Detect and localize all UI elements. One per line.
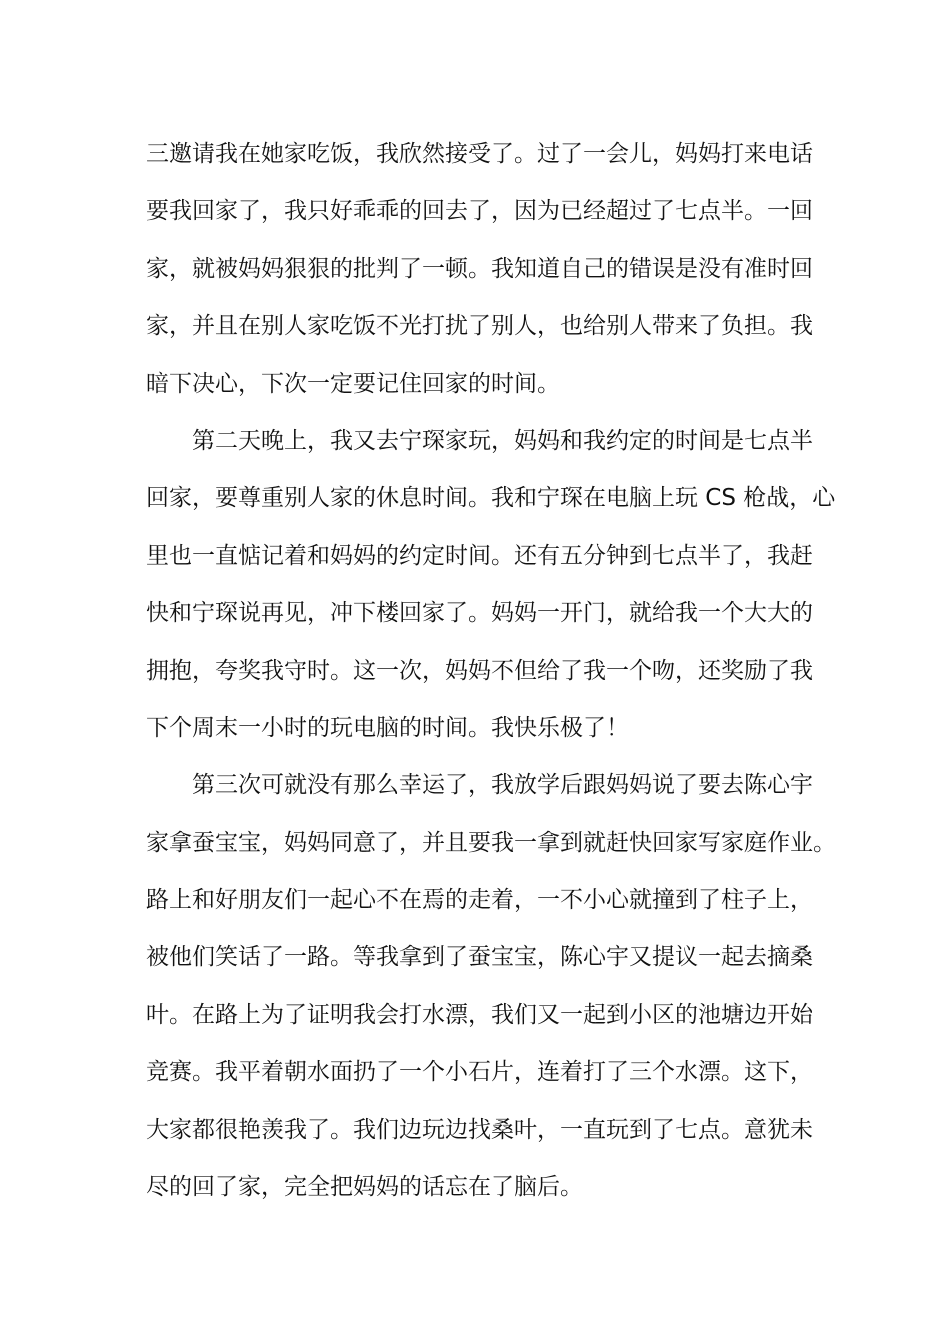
text-line: 大家都很艳羡我了。我们边玩边找桑叶，一直玩到了七点。意犹未 [146, 1116, 813, 1143]
text-line: 叶。在路上为了证明我会打水漂，我们又一起到小区的池塘边开始 [146, 1001, 813, 1028]
paragraph-start-line: 第三次可就没有那么幸运了，我放学后跟妈妈说了要去陈心宇 [192, 772, 813, 799]
text-line: 要我回家了，我只好乖乖的回去了，因为已经超过了七点半。一回 [146, 198, 813, 225]
text-line: 被他们笑话了一路。等我拿到了蚕宝宝，陈心宇又提议一起去摘桑 [146, 944, 813, 971]
body-text [146, 126, 836, 1216]
paragraph-start-line: 第二天晚上，我又去宁琛家玩，妈妈和我约定的时间是七点半 [192, 427, 813, 454]
text-line: 家拿蚕宝宝，妈妈同意了，并且要我一拿到就赶快回家写家庭作业。 [146, 829, 836, 856]
text-line: 竞赛。我平着朝水面扔了一个小石片，连着打了三个水漂。这下， [146, 1059, 813, 1086]
text-line: 路上和好朋友们一起心不在焉的走着，一不小心就撞到了柱子上， [146, 887, 813, 914]
text-line: 快和宁琛说再见，冲下楼回家了。妈妈一开门，就给我一个大大的 [146, 600, 813, 627]
text-line: 三邀请我在她家吃饭，我欣然接受了。过了一会儿，妈妈打来电话 [146, 141, 813, 167]
text-line: 回家，要尊重别人家的休息时间。我和宁琛在电脑上玩 CS 枪战，心 [146, 485, 836, 512]
text-line: 里也一直惦记着和妈妈的约定时间。还有五分钟到七点半了，我赶 [146, 542, 813, 569]
text-line: 暗下决心，下次一定要记住回家的时间。 [146, 370, 560, 397]
text-line: 下个周末一小时的玩电脑的时间。我快乐极了！ [146, 714, 629, 741]
text-line: 家，就被妈妈狠狠的批判了一顿。我知道自己的错误是没有准时回 [146, 255, 813, 282]
text-line: 家，并且在别人家吃饭不光打扰了别人，也给别人带来了负担。我 [146, 313, 813, 340]
text-line: 尽的回了家，完全把妈妈的话忘在了脑后。 [146, 1174, 583, 1201]
text-line: 拥抱，夸奖我守时。这一次，妈妈不但给了我一个吻，还奖励了我 [146, 657, 813, 684]
